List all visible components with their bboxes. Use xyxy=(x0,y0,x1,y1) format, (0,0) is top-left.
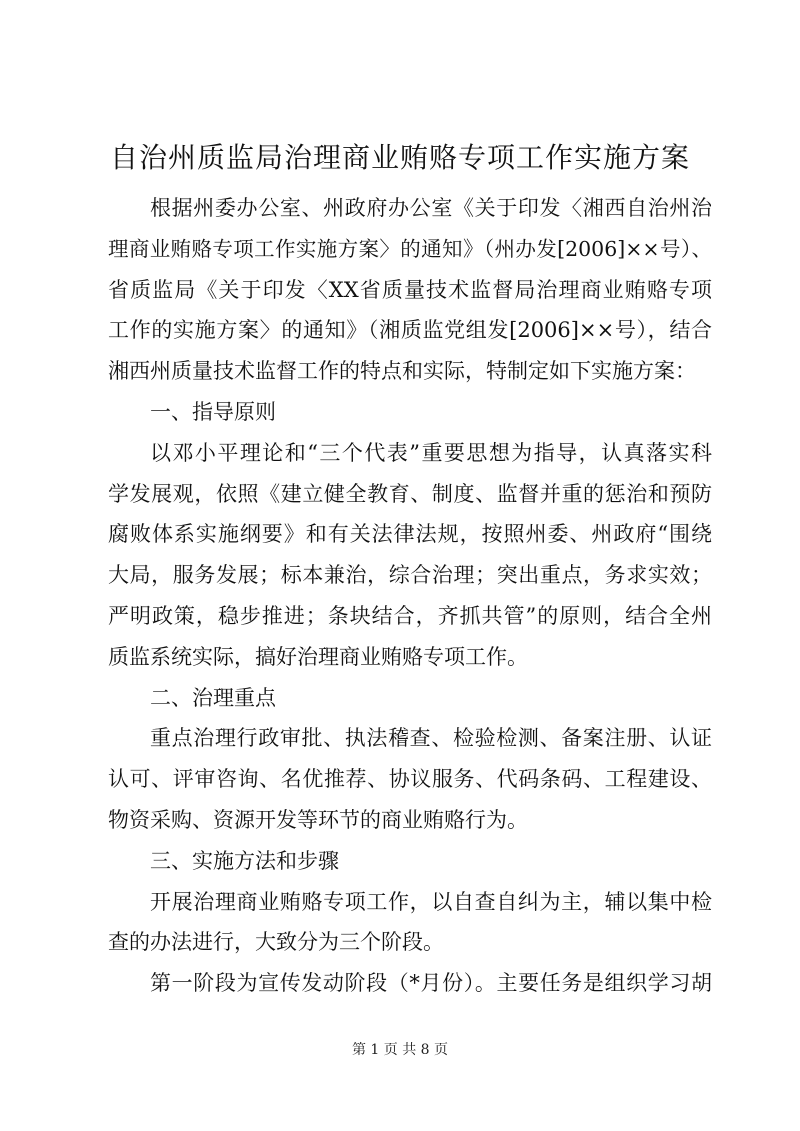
body-line: 重点治理行政审批、执法稽查、检验检测、备案注册、认证 xyxy=(150,726,712,751)
section-heading: 二、治理重点 xyxy=(150,685,276,710)
body-line: 以邓小平理论和“三个代表”重要思想为指导，认真落实科 xyxy=(150,440,712,465)
body-line: 认可、评审咨询、名优推荐、协议服务、代码条码、工程建设、 xyxy=(108,767,712,792)
document-title: 自治州质监局治理商业贿赂专项工作实施方案 xyxy=(109,141,690,174)
document-body xyxy=(108,188,712,1004)
body-line: 工作的实施方案〉的通知》（湘质监党组发[2006]××号），结合 xyxy=(108,318,712,343)
body-line: 湘西州质量技术监督工作的特点和实际，特制定如下实施方案： xyxy=(108,359,696,384)
page-number: 第 1 页 共 8 页 xyxy=(351,1042,449,1058)
body-line: 物资采购、资源开发等环节的商业贿赂行为。 xyxy=(108,807,528,832)
body-line: 根据州委办公室、州政府办公室《关于印发〈湘西自治州治 xyxy=(150,196,712,220)
body-line: 查的办法进行，大致分为三个阶段。 xyxy=(108,930,444,955)
body-line: 严明政策，稳步推进；条块结合，齐抓共管”的原则，结合全州 xyxy=(108,603,712,628)
section-heading: 三、实施方法和步骤 xyxy=(150,848,339,873)
body-line: 开展治理商业贿赂专项工作，以自查自纠为主，辅以集中检 xyxy=(150,889,712,914)
body-line: 腐败体系实施纲要》和有关法律法规，按照州委、州政府“围绕 xyxy=(108,522,712,547)
body-line: 理商业贿赂专项工作实施方案〉的通知》（州办发[2006]××号）、 xyxy=(108,236,712,261)
body-line: 学发展观，依照《建立健全教育、制度、监督并重的惩治和预防 xyxy=(108,481,712,506)
section-heading: 一、指导原则 xyxy=(150,399,276,424)
body-line: 省质监局《关于印发〈XX省质量技术监督局治理商业贿赂专项 xyxy=(108,277,712,302)
body-line: 大局，服务发展；标本兼治，综合治理；突出重点，务求实效； xyxy=(108,563,712,588)
body-line: 质监系统实际，搞好治理商业贿赂专项工作。 xyxy=(108,644,528,669)
body-line: 第一阶段为宣传发动阶段（*月份）。主要任务是组织学习胡 xyxy=(150,971,712,996)
